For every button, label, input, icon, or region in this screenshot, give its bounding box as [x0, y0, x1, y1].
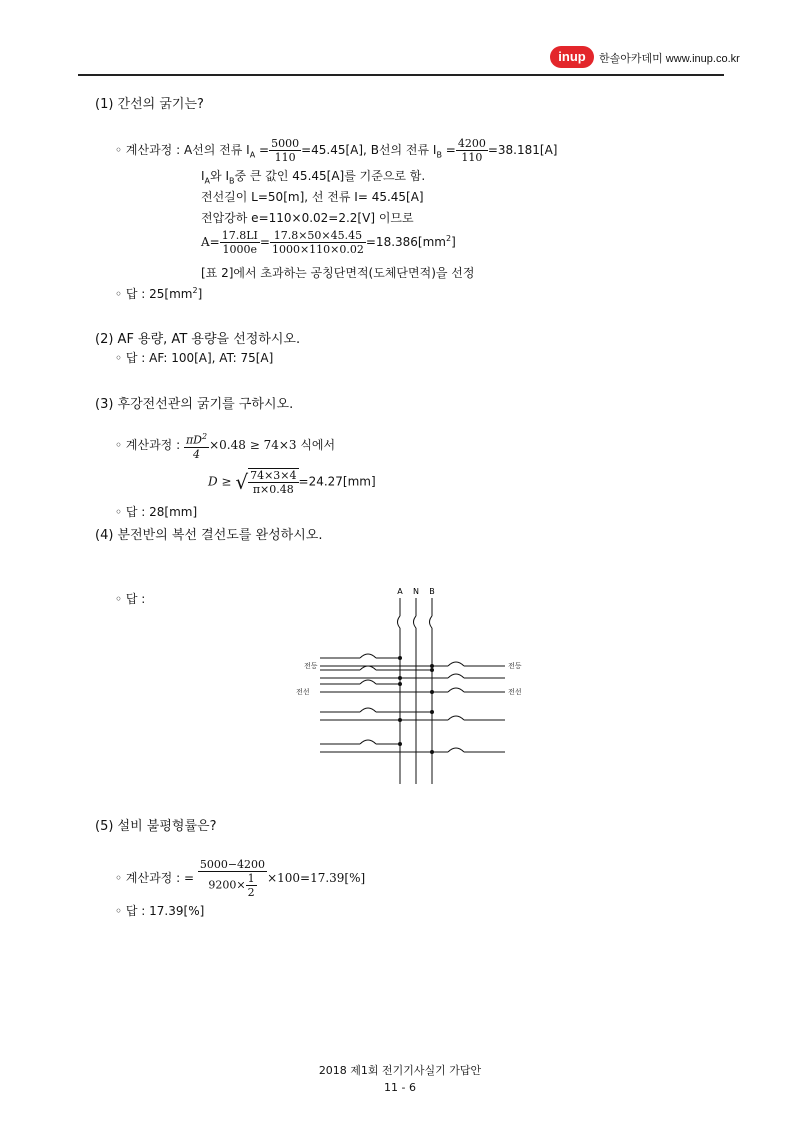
phase-label-b: B	[429, 587, 435, 596]
q1-a-result: =45.45[A], B선의 전류 I	[301, 143, 437, 157]
q3-num-text: πD	[185, 433, 203, 447]
q5-den-a: 9200×	[208, 878, 246, 892]
q1-line2-mid: 와 I	[210, 169, 229, 183]
branch-breaker-right	[448, 716, 464, 720]
q3-den: 4	[193, 447, 201, 461]
q5-answer: ◦ 답 : 17.39[%]	[115, 904, 205, 918]
q1-line6: [표 2]에서 초과하는 공칭단면적(도체단면적)을 선정	[201, 266, 475, 280]
q5-eq: =	[183, 871, 195, 885]
q4-title: (4) 분전반의 복선 결선도를 완성하시오.	[95, 528, 323, 543]
sqrt-icon: √	[235, 470, 249, 494]
q1-line5-den1: 1000e	[222, 243, 258, 256]
q1-a-label: A선의 전류 I	[183, 143, 250, 157]
q1-b-sub: B	[436, 150, 442, 160]
main-breaker-a	[398, 616, 401, 628]
q1-line2-sub-b: B	[228, 176, 235, 186]
q3-calc-row	[115, 430, 335, 461]
q1-line5-frac2	[270, 229, 366, 256]
branch-breaker-left	[360, 654, 376, 658]
q3-num	[184, 430, 209, 448]
q1-answer-sup: 2	[192, 286, 198, 295]
q1-line2-sub-a: A	[204, 176, 211, 186]
branch-breaker-right	[448, 674, 464, 678]
q1-line5-sup: 2	[445, 234, 452, 243]
q2-answer: ◦ 답 : AF: 100[A], AT: 75[A]	[115, 351, 274, 365]
q1-eq-a: =	[259, 143, 270, 157]
branch-breaker-left	[360, 708, 376, 712]
q3-title: (3) 후강전선관의 굵기를 구하시오.	[95, 397, 294, 412]
q3-frac	[184, 430, 209, 461]
branch-breaker-right	[448, 688, 464, 692]
q1-frac-b	[456, 137, 488, 164]
q5-den-den: 2	[247, 886, 255, 899]
branch-node-left	[431, 669, 434, 672]
q5-num: 5000−4200	[199, 858, 266, 871]
q1-eq-b: =	[445, 143, 456, 157]
q1-line5-end: ]	[451, 235, 456, 249]
q4-answer: ◦ 답 :	[115, 592, 146, 606]
branch-node-left	[431, 711, 434, 714]
q1-b-num: 4200	[457, 137, 486, 150]
q3-d-result: =24.27[mm]	[298, 474, 376, 489]
brand-logo: inup	[550, 46, 594, 68]
q5-calc-label: ◦ 계산과정 :	[115, 871, 181, 885]
q5-den-frac	[246, 872, 257, 899]
q1-a-sub: A	[249, 150, 256, 160]
q1-calc-label: ◦ 계산과정 :	[115, 143, 181, 157]
footer-page: 11 - 6	[384, 1081, 416, 1094]
q3-d-label: D ≥	[208, 474, 232, 489]
branch-breaker-left	[360, 740, 376, 744]
main-breaker-b	[430, 616, 433, 628]
q1-line2	[201, 167, 425, 185]
main-breaker-n	[414, 616, 417, 628]
q1-a-num: 5000	[271, 137, 300, 150]
q1-calc-row	[115, 137, 557, 164]
q1-b-result: =38.181[A]	[487, 143, 558, 157]
q3-sqrt-frac	[248, 468, 298, 496]
q3-sqrt-num: 74×3×4	[250, 469, 297, 482]
right-label-1: 전등	[508, 662, 522, 670]
q1-frac-a	[269, 137, 301, 164]
branch-breaker-left	[360, 666, 376, 670]
q1-line2-i: I	[201, 169, 205, 183]
q1-line5-frac1	[220, 229, 260, 256]
q5-result: ×100=17.39[%]	[267, 871, 366, 885]
left-label-2: 전선	[296, 688, 310, 696]
q1-line5-eq: =	[259, 235, 270, 249]
branch-node-right	[431, 665, 434, 668]
branch-node-right	[431, 751, 434, 754]
q1-answer-text: ◦ 답 : 25[mm	[115, 287, 193, 301]
q3-num-sup: 2	[202, 432, 208, 441]
phase-label-a: A	[397, 587, 403, 596]
branch-circuits	[320, 654, 505, 754]
q3-rest: ×0.48 ≥ 74×3 식에서	[209, 437, 336, 452]
branch-node-left	[399, 657, 402, 660]
q2-title: (2) AF 용량, AT 용량을 선정하시오.	[95, 332, 301, 347]
q1-line5-num1: 17.8LI	[221, 229, 258, 242]
branch-breaker-right	[448, 662, 464, 666]
q5-calc-row	[115, 858, 365, 899]
q1-line5-result: =18.386[mm	[365, 235, 446, 249]
branch-breaker-left	[360, 680, 376, 684]
q1-line5-den2: 1000×110×0.02	[271, 243, 364, 256]
right-label-2: 전선	[508, 688, 522, 696]
q3-sqrt-den: π×0.48	[252, 483, 294, 496]
wiring-diagram	[290, 580, 540, 788]
q5-den	[198, 872, 267, 899]
q5-title: (5) 설비 불평형률은?	[95, 819, 217, 834]
q1-line2-rest: 중 큰 값인 45.45[A]를 기준으로 함.	[234, 169, 426, 183]
q1-a-den: 110	[274, 151, 296, 164]
q5-den-num: 1	[247, 872, 255, 885]
phase-label-n: N	[413, 587, 419, 596]
branch-node-left	[399, 743, 402, 746]
q1-answer	[115, 285, 202, 302]
q1-line5-num2: 17.8×50×45.45	[270, 229, 366, 243]
branch-node-right	[431, 691, 434, 694]
q1-line4: 전압강하 e=110×0.02=2.2[V] 이므로	[201, 211, 414, 225]
q1-line3: 전선길이 L=50[m], 선 전류 I= 45.45[A]	[201, 190, 424, 204]
q5-frac	[198, 858, 267, 899]
q3-calc-label: ◦ 계산과정 :	[115, 437, 181, 452]
q3-answer: ◦ 답 : 28[mm]	[115, 505, 198, 519]
header-rule	[78, 74, 724, 76]
q1-line5	[201, 229, 456, 256]
left-label-1: 전등	[304, 662, 318, 670]
q1-b-den: 110	[461, 151, 483, 164]
q3-d-row	[208, 468, 376, 496]
branch-node-left	[399, 683, 402, 686]
brand-text: 한솔아카데미 www.inup.co.kr	[599, 53, 740, 65]
footer-title: 2018 제1회 전기기사실기 가답안	[318, 1064, 482, 1077]
q1-answer-end: ]	[197, 287, 203, 301]
branch-breaker-right	[448, 748, 464, 752]
q1-title: (1) 간선의 굵기는?	[95, 97, 204, 112]
q1-line5-a: A=	[201, 235, 220, 249]
